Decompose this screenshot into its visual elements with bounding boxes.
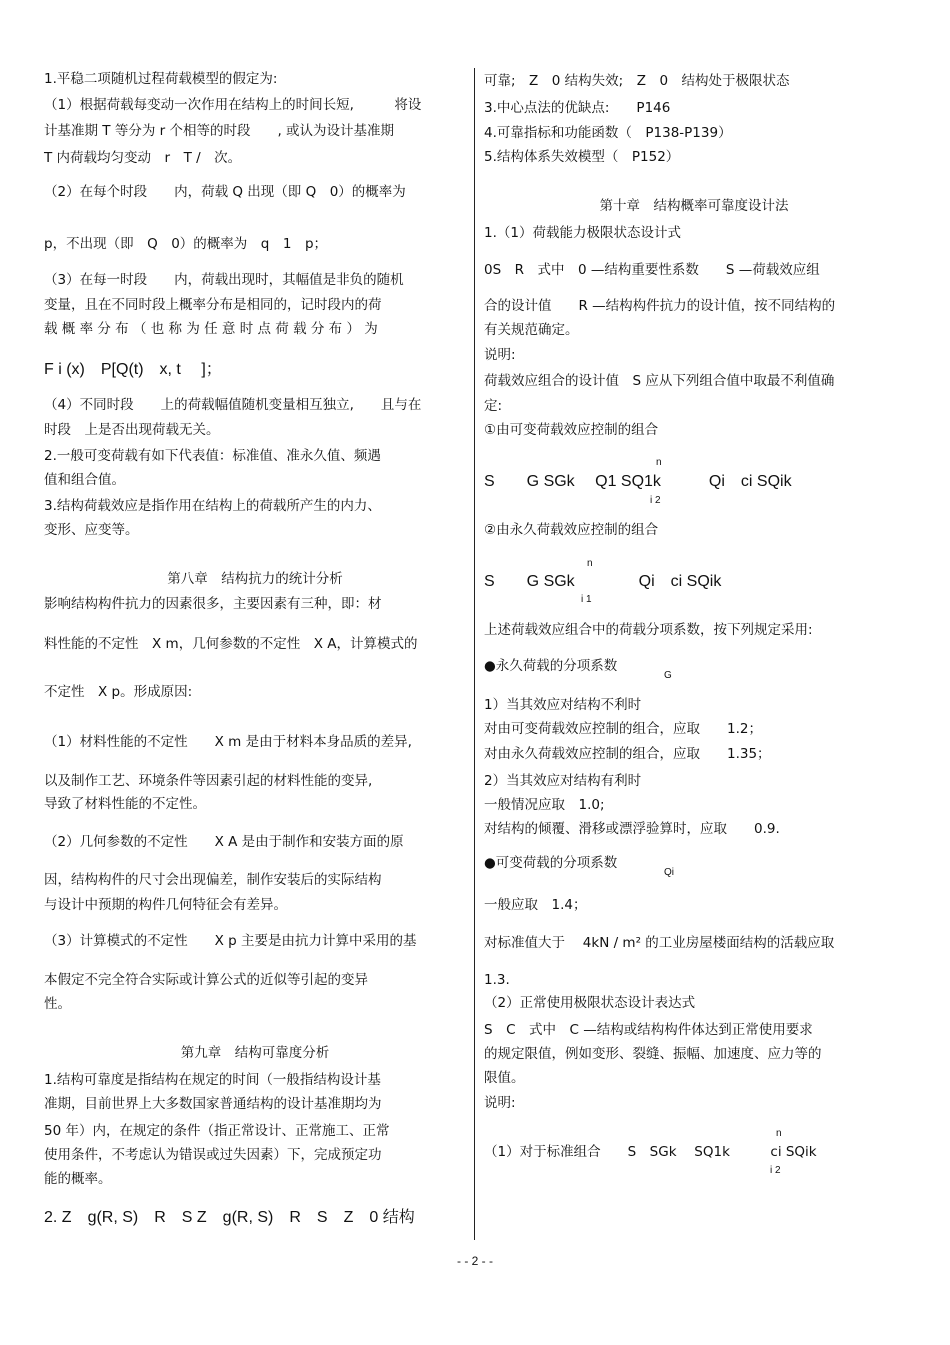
paragraph: 变形、应变等。 xyxy=(44,522,139,538)
paragraph: 1.平稳二项随机过程荷载模型的假定为: xyxy=(44,71,278,87)
paragraph: 5.结构体系失效模型（ P152） xyxy=(484,149,680,165)
chapter-heading-9: 第九章 结构可靠度分析 xyxy=(180,1045,330,1061)
paragraph: 使用条件，不考虑认为错误或过失因素）下，完成预定功 xyxy=(44,1147,382,1163)
chapter-heading-10: 第十章 结构概率可靠度设计法 xyxy=(599,198,789,214)
formula: S G SGk Qi ci SQik xyxy=(484,573,722,590)
paragraph: ●可变荷载的分项系数 xyxy=(484,855,618,871)
paragraph: ●永久荷载的分项系数 xyxy=(484,658,618,674)
paragraph: 2）当其效应对结构有利时 xyxy=(484,773,642,789)
paragraph: （1）材料性能的不定性 X m 是由于材料本身品质的差异, xyxy=(44,734,412,750)
sum-lower: i 1 xyxy=(581,594,592,605)
paragraph: 影响结构构件抗力的因素很多，主要因素有三种，即：材 xyxy=(44,596,382,612)
paragraph: 3.结构荷载效应是指作用在结构上的荷载所产生的内力、 xyxy=(44,498,381,514)
paragraph: 导致了材料性能的不定性。 xyxy=(44,796,206,812)
paragraph: 计基准期 T 等分为 r 个相等的时段 , 或认为设计基准期 xyxy=(44,123,395,139)
paragraph: 能的概率。 xyxy=(44,1171,112,1187)
paragraph: 1）当其效应对结构不利时 xyxy=(484,697,642,713)
paragraph: 限值。 xyxy=(484,1070,525,1086)
paragraph: T 内荷载均匀变动 r T / 次。 xyxy=(44,150,242,166)
paragraph: （2）在每个时段 内，荷载 Q 出现（即 Q 0）的概率为 xyxy=(44,184,406,200)
paragraph: 与设计中预期的构件几何特征会有差异。 xyxy=(44,897,287,913)
paragraph: 对标准值大于 4kN / m² 的工业房屋楼面结构的活载应取 xyxy=(484,935,835,951)
paragraph: 对由永久荷载效应控制的组合，应取 1.35； xyxy=(484,746,771,762)
formula: S G SGk Q1 SQ1k Qi ci SQik xyxy=(484,473,792,490)
paragraph: 对由可变荷载效应控制的组合，应取 1.2； xyxy=(484,721,762,737)
sum-lower: i 2 xyxy=(650,495,661,506)
paragraph: ②由永久荷载效应控制的组合 xyxy=(484,522,659,538)
paragraph: （3）在每一时段 内，荷载出现时，其幅值是非负的随机 xyxy=(44,272,404,288)
formula: 2. Z g(R, S) R S Z g(R, S) R S Z 0 结构 xyxy=(44,1209,415,1226)
paragraph: 不定性 X p。形成原因: xyxy=(44,684,193,700)
paragraph: 时段 上是否出现荷载无关。 xyxy=(44,422,220,438)
paragraph: （1）根据荷载每变动一次作用在结构上的时间长短, 将设 xyxy=(44,97,422,113)
paragraph: 上述荷载效应组合中的荷载分项系数，按下列规定采用: xyxy=(484,622,813,638)
gamma-sub: Qi xyxy=(664,867,674,878)
column-divider xyxy=(474,68,475,1240)
paragraph: 2.一般可变荷载有如下代表值：标准值、准永久值、频遇 xyxy=(44,448,381,464)
paragraph: 本假定不完全符合实际或计算公式的近似等引起的变异 xyxy=(44,972,368,988)
paragraph: ①由可变荷载效应控制的组合 xyxy=(484,422,659,438)
page-number: - - 2 - - xyxy=(457,1254,493,1268)
paragraph: 3.中心点法的优缺点: P146 xyxy=(484,100,671,116)
paragraph: （2）正常使用极限状态设计表达式 xyxy=(484,995,696,1011)
paragraph: 有关规范确定。 xyxy=(484,322,579,338)
paragraph: （4）不同时段 上的荷载幅值随机变量相互独立, 且与在 xyxy=(44,397,422,413)
paragraph: 合的设计值 R —结构构件抗力的设计值，按不同结构的 xyxy=(484,298,836,314)
paragraph: 性。 xyxy=(44,996,71,1012)
formula: （1）对于标准组合 S SGk SQ1k ci SQik xyxy=(484,1144,817,1160)
paragraph: （2）几何参数的不定性 X A 是由于制作和安装方面的原 xyxy=(44,834,404,850)
paragraph: 说明: xyxy=(484,1095,516,1111)
paragraph: 的规定限值，例如变形、裂缝、振幅、加速度、应力等的 xyxy=(484,1046,822,1062)
paragraph: 一般应取 1.4； xyxy=(484,897,587,913)
paragraph: 50 年）内，在规定的条件（指正常设计、正常施工、正常 xyxy=(44,1123,390,1139)
paragraph: 载 概 率 分 布 （ 也 称 为 任 意 时 点 荷 载 分 布 ） 为 xyxy=(44,321,378,337)
chapter-heading-8: 第八章 结构抗力的统计分析 xyxy=(167,571,343,587)
sum-upper: n xyxy=(656,457,662,468)
formula: S C 式中 C —结构或结构构件体达到正常使用要求 xyxy=(484,1022,813,1038)
paragraph: 一般情况应取 1.0; xyxy=(484,797,605,813)
paragraph: 定: xyxy=(484,398,503,414)
sum-upper: n xyxy=(587,558,593,569)
sum-lower: i 2 xyxy=(770,1165,781,1176)
paragraph: 变量，且在不同时段上概率分布是相同的，记时段内的荷 xyxy=(44,297,382,313)
paragraph: 因，结构构件的尺寸会出现偏差，制作安装后的实际结构 xyxy=(44,872,382,888)
paragraph: 1.3. xyxy=(484,972,510,988)
gamma-sub: G xyxy=(664,670,672,681)
paragraph: 1.（1）荷载能力极限状态设计式 xyxy=(484,225,681,241)
paragraph: 准期，目前世界上大多数国家普通结构的设计基准期均为 xyxy=(44,1096,382,1112)
paragraph: 荷载效应组合的设计值 S 应从下列组合值中取最不利值确 xyxy=(484,373,835,389)
paragraph: 4.可靠指标和功能函数（ P138-P139） xyxy=(484,125,732,141)
paragraph: （3）计算模式的不定性 X p 主要是由抗力计算中采用的基 xyxy=(44,933,417,949)
paragraph: 值和组合值。 xyxy=(44,472,125,488)
formula: 0S R 式中 0 —结构重要性系数 S —荷载效应组 xyxy=(484,262,820,278)
formula: F i (x) P[Q(t) x, t ]； xyxy=(44,361,222,378)
paragraph: 说明: xyxy=(484,347,516,363)
paragraph: 料性能的不定性 X m，几何参数的不定性 X A，计算模式的 xyxy=(44,636,418,652)
paragraph: 以及制作工艺、环境条件等因素引起的材料性能的变异, xyxy=(44,773,373,789)
paragraph: 对结构的倾覆、滑移或漂浮验算时，应取 0.9. xyxy=(484,821,780,837)
paragraph: 可靠; Z 0 结构失效; Z 0 结构处于极限状态 xyxy=(484,73,790,89)
sum-upper: n xyxy=(776,1128,782,1139)
paragraph: p，不出现（即 Q 0）的概率为 q 1 p； xyxy=(44,236,328,252)
paragraph: 1.结构可靠度是指结构在规定的时间（一般指结构设计基 xyxy=(44,1072,381,1088)
